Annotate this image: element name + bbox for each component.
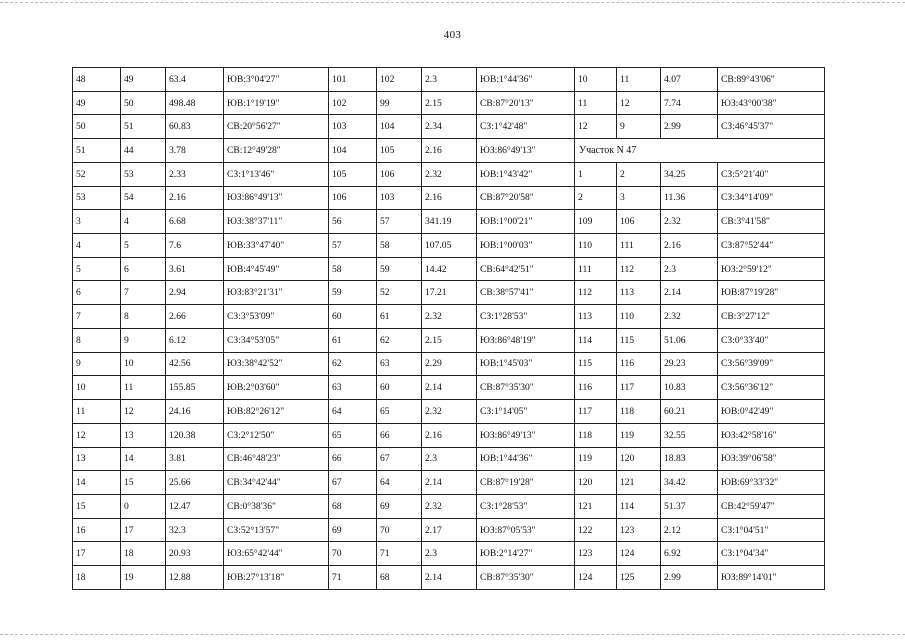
table-cell-to-point: 99 — [377, 91, 422, 115]
table-cell-to-point: 62 — [377, 328, 422, 352]
table-cell-bearing: СВ:64°42'51" — [477, 257, 575, 281]
table-cell-from-point: 12 — [73, 423, 121, 447]
table-cell-length: 2.32 — [422, 162, 477, 186]
table-cell-length: 2.94 — [166, 281, 224, 305]
table-cell-from-point: 48 — [73, 68, 121, 92]
table-cell-bearing: ЮЗ:86°48'19" — [477, 328, 575, 352]
table-cell-to-point: 60 — [377, 376, 422, 400]
table-cell-to-point: 53 — [121, 162, 166, 186]
table-cell-from-point: 118 — [575, 423, 617, 447]
table-cell-from-point: 10 — [575, 68, 617, 92]
table-cell-to-point: 125 — [617, 566, 661, 590]
table-cell-bearing: СВ:87°35'30" — [477, 566, 575, 590]
table-cell-length: 341.19 — [422, 210, 477, 234]
table-cell-length: 24.16 — [166, 400, 224, 424]
table-cell-bearing: СВ:20°56'27" — [224, 115, 329, 139]
table-cell-length: 2.14 — [422, 471, 477, 495]
table-row — [73, 376, 825, 400]
table-cell-from-point: 11 — [73, 400, 121, 424]
table-cell-bearing: СВ:89°43'06" — [718, 68, 825, 92]
table-cell-from-point: 4 — [73, 234, 121, 258]
table-cell-from-point: 106 — [329, 186, 377, 210]
table-cell-bearing: ЮВ:27°13'18" — [224, 566, 329, 590]
table-cell-bearing: СЗ:2°12'50" — [224, 423, 329, 447]
table-cell-length: 11.36 — [661, 186, 718, 210]
table-cell-length: 155.85 — [166, 376, 224, 400]
table-cell-from-point: 60 — [329, 305, 377, 329]
table-cell-length: 3.81 — [166, 447, 224, 471]
table-cell-to-point: 8 — [121, 305, 166, 329]
table-cell-length: 2.99 — [661, 566, 718, 590]
table-cell-length: 2.17 — [422, 518, 477, 542]
table-cell-from-point: 109 — [575, 210, 617, 234]
table-cell-to-point: 13 — [121, 423, 166, 447]
table-cell-bearing: СЗ:34°53'05" — [224, 328, 329, 352]
table-cell-length: 29.23 — [661, 352, 718, 376]
table-cell-bearing: СЗ:1°42'48" — [477, 115, 575, 139]
table-cell-bearing: ЮЗ:87°05'53" — [477, 518, 575, 542]
table-cell-from-point: 64 — [329, 400, 377, 424]
table-cell-to-point: 118 — [617, 400, 661, 424]
table-cell-bearing: СВ:34°42'44" — [224, 471, 329, 495]
table-cell-bearing: СЗ:46°45'37" — [718, 115, 825, 139]
table-cell-from-point: 11 — [575, 91, 617, 115]
table-cell-length: 498.48 — [166, 91, 224, 115]
table-cell-to-point: 61 — [377, 305, 422, 329]
table-cell-to-point: 12 — [121, 400, 166, 424]
section-heading: Участок N 47 — [575, 139, 825, 163]
table-cell-length: 6.92 — [661, 542, 718, 566]
table-cell-to-point: 4 — [121, 210, 166, 234]
table-cell-length: 2.99 — [661, 115, 718, 139]
table-cell-length: 2.66 — [166, 305, 224, 329]
table-cell-to-point: 0 — [121, 494, 166, 518]
table-cell-from-point: 114 — [575, 328, 617, 352]
table-cell-from-point: 63 — [329, 376, 377, 400]
table-cell-from-point: 105 — [329, 162, 377, 186]
table-row — [73, 566, 825, 590]
table-cell-bearing: ЮЗ:38°42'52" — [224, 352, 329, 376]
table-cell-length: 2.12 — [661, 518, 718, 542]
table-cell-bearing: ЮЗ:89°14'01" — [718, 566, 825, 590]
table-cell-bearing: СВ:12°49'28" — [224, 139, 329, 163]
table-cell-to-point: 9 — [617, 115, 661, 139]
table-cell-bearing: ЮВ:87°19'28" — [718, 281, 825, 305]
table-cell-length: 107.05 — [422, 234, 477, 258]
table-cell-to-point: 110 — [617, 305, 661, 329]
table-cell-length: 2.32 — [422, 494, 477, 518]
table-cell-from-point: 10 — [73, 376, 121, 400]
table-row — [73, 494, 825, 518]
table-cell-bearing: ЮВ:2°03'60" — [224, 376, 329, 400]
table-row — [73, 186, 825, 210]
table-cell-length: 2.14 — [661, 281, 718, 305]
table-cell-length: 2.3 — [422, 542, 477, 566]
table-cell-to-point: 11 — [121, 376, 166, 400]
table-cell-from-point: 57 — [329, 234, 377, 258]
table-cell-from-point: 58 — [329, 257, 377, 281]
table-cell-length: 6.12 — [166, 328, 224, 352]
table-cell-bearing: ЮВ:33°47'40" — [224, 234, 329, 258]
table-cell-from-point: 62 — [329, 352, 377, 376]
table-cell-from-point: 110 — [575, 234, 617, 258]
table-cell-length: 2.32 — [422, 305, 477, 329]
table-cell-to-point: 114 — [617, 494, 661, 518]
table-row — [73, 518, 825, 542]
table-cell-from-point: 116 — [575, 376, 617, 400]
table-cell-to-point: 116 — [617, 352, 661, 376]
table-cell-length: 2.32 — [422, 400, 477, 424]
survey-table-body — [73, 68, 825, 590]
table-cell-to-point: 57 — [377, 210, 422, 234]
table-cell-from-point: 121 — [575, 494, 617, 518]
table-cell-to-point: 3 — [617, 186, 661, 210]
table-cell-to-point: 50 — [121, 91, 166, 115]
table-row — [73, 162, 825, 186]
table-cell-to-point: 18 — [121, 542, 166, 566]
table-cell-to-point: 66 — [377, 423, 422, 447]
table-row — [73, 305, 825, 329]
table-cell-bearing: ЮВ:4°45'49" — [224, 257, 329, 281]
table-cell-bearing: СВ:87°20'58" — [477, 186, 575, 210]
table-cell-from-point: 3 — [73, 210, 121, 234]
table-cell-bearing: ЮЗ:86°49'13" — [224, 186, 329, 210]
table-cell-bearing: СЗ:87°52'44" — [718, 234, 825, 258]
table-cell-bearing: СЗ:52°13'57" — [224, 518, 329, 542]
table-cell-length: 14.42 — [422, 257, 477, 281]
table-cell-bearing: СВ:3°27'12" — [718, 305, 825, 329]
table-cell-to-point: 65 — [377, 400, 422, 424]
table-cell-bearing: СЗ:1°14'05" — [477, 400, 575, 424]
table-cell-from-point: 6 — [73, 281, 121, 305]
table-cell-length: 2.3 — [422, 68, 477, 92]
table-cell-to-point: 11 — [617, 68, 661, 92]
table-cell-to-point: 102 — [377, 68, 422, 92]
table-cell-to-point: 124 — [617, 542, 661, 566]
table-cell-length: 2.29 — [422, 352, 477, 376]
table-cell-to-point: 63 — [377, 352, 422, 376]
table-cell-from-point: 111 — [575, 257, 617, 281]
table-cell-from-point: 2 — [575, 186, 617, 210]
table-cell-length: 34.42 — [661, 471, 718, 495]
table-cell-bearing: ЮЗ:42°58'16" — [718, 423, 825, 447]
table-cell-length: 7.6 — [166, 234, 224, 258]
table-row — [73, 139, 825, 163]
table-cell-from-point: 5 — [73, 257, 121, 281]
table-cell-bearing: ЮЗ:86°49'13" — [477, 423, 575, 447]
page-number: 403 — [443, 29, 462, 41]
table-cell-bearing: СЗ:56°36'12" — [718, 376, 825, 400]
table-cell-length: 2.16 — [422, 423, 477, 447]
table-cell-length: 6.68 — [166, 210, 224, 234]
table-cell-to-point: 106 — [377, 162, 422, 186]
table-cell-length: 63.4 — [166, 68, 224, 92]
table-cell-length: 2.3 — [422, 447, 477, 471]
table-cell-from-point: 123 — [575, 542, 617, 566]
table-cell-bearing: СЗ:1°13'46" — [224, 162, 329, 186]
table-cell-length: 7.74 — [661, 91, 718, 115]
table-cell-length: 2.16 — [661, 234, 718, 258]
table-cell-to-point: 15 — [121, 471, 166, 495]
table-cell-to-point: 71 — [377, 542, 422, 566]
table-cell-length: 2.3 — [661, 257, 718, 281]
table-cell-length: 2.15 — [422, 328, 477, 352]
table-row — [73, 400, 825, 424]
table-cell-length: 2.14 — [422, 376, 477, 400]
table-cell-length: 34.25 — [661, 162, 718, 186]
table-row — [73, 91, 825, 115]
table-cell-from-point: 18 — [73, 566, 121, 590]
table-cell-from-point: 14 — [73, 471, 121, 495]
table-cell-to-point: 119 — [617, 423, 661, 447]
table-row — [73, 281, 825, 305]
table-cell-from-point: 59 — [329, 281, 377, 305]
table-cell-from-point: 15 — [73, 494, 121, 518]
table-cell-from-point: 67 — [329, 471, 377, 495]
table-row — [73, 115, 825, 139]
table-cell-bearing: ЮЗ:38°37'11" — [224, 210, 329, 234]
table-cell-bearing: ЮЗ:83°21'31" — [224, 281, 329, 305]
table-cell-length: 2.33 — [166, 162, 224, 186]
table-cell-bearing: ЮВ:1°00'03" — [477, 234, 575, 258]
table-cell-from-point: 70 — [329, 542, 377, 566]
table-cell-length: 20.93 — [166, 542, 224, 566]
table-cell-length: 2.16 — [166, 186, 224, 210]
table-row — [73, 68, 825, 92]
table-cell-from-point: 8 — [73, 328, 121, 352]
table-cell-from-point: 68 — [329, 494, 377, 518]
table-cell-to-point: 59 — [377, 257, 422, 281]
table-cell-from-point: 52 — [73, 162, 121, 186]
table-cell-from-point: 50 — [73, 115, 121, 139]
table-row — [73, 542, 825, 566]
table-cell-length: 2.32 — [661, 210, 718, 234]
table-cell-length: 2.14 — [422, 566, 477, 590]
table-cell-from-point: 112 — [575, 281, 617, 305]
table-cell-from-point: 12 — [575, 115, 617, 139]
table-cell-bearing: СВ:42°59'47" — [718, 494, 825, 518]
table-cell-length: 32.55 — [661, 423, 718, 447]
table-cell-length: 25.66 — [166, 471, 224, 495]
table-cell-to-point: 115 — [617, 328, 661, 352]
table-row — [73, 328, 825, 352]
table-cell-to-point: 106 — [617, 210, 661, 234]
table-cell-to-point: 69 — [377, 494, 422, 518]
table-cell-bearing: ЮВ:2°14'27" — [477, 542, 575, 566]
table-cell-bearing: ЮВ:1°19'19" — [224, 91, 329, 115]
table-cell-bearing: СЗ:1°04'34" — [718, 542, 825, 566]
table-cell-bearing: СВ:87°35'30" — [477, 376, 575, 400]
table-cell-to-point: 68 — [377, 566, 422, 590]
table-cell-length: 51.37 — [661, 494, 718, 518]
table-cell-to-point: 6 — [121, 257, 166, 281]
table-cell-length: 18.83 — [661, 447, 718, 471]
table-cell-length: 2.32 — [661, 305, 718, 329]
table-cell-from-point: 124 — [575, 566, 617, 590]
table-cell-to-point: 117 — [617, 376, 661, 400]
table-cell-to-point: 58 — [377, 234, 422, 258]
table-cell-from-point: 71 — [329, 566, 377, 590]
table-row — [73, 352, 825, 376]
table-cell-from-point: 13 — [73, 447, 121, 471]
table-cell-length: 60.21 — [661, 400, 718, 424]
table-row — [73, 210, 825, 234]
table-cell-bearing: ЮВ:0°42'49" — [718, 400, 825, 424]
table-cell-bearing: СВ:3°41'58" — [718, 210, 825, 234]
table-cell-length: 3.61 — [166, 257, 224, 281]
table-cell-bearing: ЮВ:1°00'21" — [477, 210, 575, 234]
table-cell-length: 2.16 — [422, 186, 477, 210]
table-cell-length: 32.3 — [166, 518, 224, 542]
table-cell-to-point: 121 — [617, 471, 661, 495]
table-cell-length: 12.88 — [166, 566, 224, 590]
table-row — [73, 423, 825, 447]
table-cell-bearing: ЮЗ:2°59'12" — [718, 257, 825, 281]
table-cell-bearing: СВ:46°48'23" — [224, 447, 329, 471]
table-cell-from-point: 117 — [575, 400, 617, 424]
table-cell-bearing: СЗ:34°14'09" — [718, 186, 825, 210]
table-cell-bearing: ЮЗ:43°00'38" — [718, 91, 825, 115]
table-cell-bearing: СЗ:0°33'40" — [718, 328, 825, 352]
table-cell-to-point: 112 — [617, 257, 661, 281]
table-cell-to-point: 67 — [377, 447, 422, 471]
table-cell-to-point: 54 — [121, 186, 166, 210]
table-cell-from-point: 53 — [73, 186, 121, 210]
table-cell-from-point: 9 — [73, 352, 121, 376]
table-cell-to-point: 2 — [617, 162, 661, 186]
table-cell-from-point: 51 — [73, 139, 121, 163]
table-cell-bearing: ЮЗ:39°06'58" — [718, 447, 825, 471]
table-cell-length: 12.47 — [166, 494, 224, 518]
table-cell-to-point: 17 — [121, 518, 166, 542]
table-cell-length: 4.07 — [661, 68, 718, 92]
table-cell-bearing: СЗ:1°28'53" — [477, 305, 575, 329]
table-cell-bearing: СВ:87°19'28" — [477, 471, 575, 495]
table-cell-from-point: 120 — [575, 471, 617, 495]
table-cell-to-point: 14 — [121, 447, 166, 471]
table-cell-to-point: 9 — [121, 328, 166, 352]
table-cell-from-point: 16 — [73, 518, 121, 542]
table-cell-bearing: СВ:38°57'41" — [477, 281, 575, 305]
table-cell-to-point: 49 — [121, 68, 166, 92]
scan-edge-bottom — [0, 634, 905, 635]
table-cell-length: 2.16 — [422, 139, 477, 163]
table-cell-bearing: ЮВ:1°44'36" — [477, 68, 575, 92]
table-cell-length: 17.21 — [422, 281, 477, 305]
table-cell-bearing: ЮВ:1°44'36" — [477, 447, 575, 471]
table-cell-from-point: 61 — [329, 328, 377, 352]
table-cell-bearing: СЗ:56°39'09" — [718, 352, 825, 376]
table-cell-from-point: 66 — [329, 447, 377, 471]
table-cell-from-point: 7 — [73, 305, 121, 329]
table-row — [73, 447, 825, 471]
table-cell-from-point: 1 — [575, 162, 617, 186]
table-cell-bearing: ЮВ:69°33'32" — [718, 471, 825, 495]
table-cell-bearing: СЗ:1°28'53" — [477, 494, 575, 518]
table-cell-from-point: 49 — [73, 91, 121, 115]
table-cell-to-point: 19 — [121, 566, 166, 590]
table-cell-to-point: 44 — [121, 139, 166, 163]
scan-edge-top — [0, 2, 905, 3]
survey-table — [72, 67, 825, 590]
table-cell-bearing: ЮВ:82°26'12" — [224, 400, 329, 424]
table-cell-bearing: ЮВ:1°43'42" — [477, 162, 575, 186]
table-cell-length: 51.06 — [661, 328, 718, 352]
table-cell-from-point: 101 — [329, 68, 377, 92]
table-cell-to-point: 7 — [121, 281, 166, 305]
table-cell-bearing: СЗ:1°04'51" — [718, 518, 825, 542]
table-cell-length: 2.34 — [422, 115, 477, 139]
table-cell-from-point: 17 — [73, 542, 121, 566]
table-cell-from-point: 103 — [329, 115, 377, 139]
table-cell-length: 2.15 — [422, 91, 477, 115]
table-cell-to-point: 103 — [377, 186, 422, 210]
table-cell-length: 120.38 — [166, 423, 224, 447]
table-cell-bearing: ЮВ:3°04'27" — [224, 68, 329, 92]
table-cell-to-point: 111 — [617, 234, 661, 258]
table-cell-to-point: 12 — [617, 91, 661, 115]
table-cell-from-point: 65 — [329, 423, 377, 447]
table-cell-to-point: 64 — [377, 471, 422, 495]
table-cell-bearing: СВ:0°38'36" — [224, 494, 329, 518]
table-cell-from-point: 104 — [329, 139, 377, 163]
table-cell-length: 42.56 — [166, 352, 224, 376]
table-cell-bearing: ЮЗ:65°42'44" — [224, 542, 329, 566]
table-cell-to-point: 105 — [377, 139, 422, 163]
table-cell-to-point: 10 — [121, 352, 166, 376]
table-cell-from-point: 122 — [575, 518, 617, 542]
table-cell-to-point: 70 — [377, 518, 422, 542]
table-cell-bearing: ЮВ:1°45'03" — [477, 352, 575, 376]
table-cell-bearing: СВ:87°20'13" — [477, 91, 575, 115]
table-row — [73, 471, 825, 495]
table-cell-length: 10.83 — [661, 376, 718, 400]
table-cell-from-point: 119 — [575, 447, 617, 471]
table-cell-bearing: ЮЗ:86°49'13" — [477, 139, 575, 163]
table-cell-to-point: 104 — [377, 115, 422, 139]
table-cell-to-point: 113 — [617, 281, 661, 305]
table-row — [73, 234, 825, 258]
table-cell-length: 3.78 — [166, 139, 224, 163]
table-cell-length: 60.83 — [166, 115, 224, 139]
table-cell-from-point: 113 — [575, 305, 617, 329]
table-cell-bearing: СЗ:5°21'40" — [718, 162, 825, 186]
table-cell-to-point: 52 — [377, 281, 422, 305]
table-cell-bearing: СЗ:3°53'09" — [224, 305, 329, 329]
table-cell-to-point: 120 — [617, 447, 661, 471]
table-cell-to-point: 5 — [121, 234, 166, 258]
table-cell-to-point: 123 — [617, 518, 661, 542]
table-cell-from-point: 115 — [575, 352, 617, 376]
table-cell-to-point: 51 — [121, 115, 166, 139]
table-cell-from-point: 69 — [329, 518, 377, 542]
table-row — [73, 257, 825, 281]
table-cell-from-point: 56 — [329, 210, 377, 234]
table-cell-from-point: 102 — [329, 91, 377, 115]
